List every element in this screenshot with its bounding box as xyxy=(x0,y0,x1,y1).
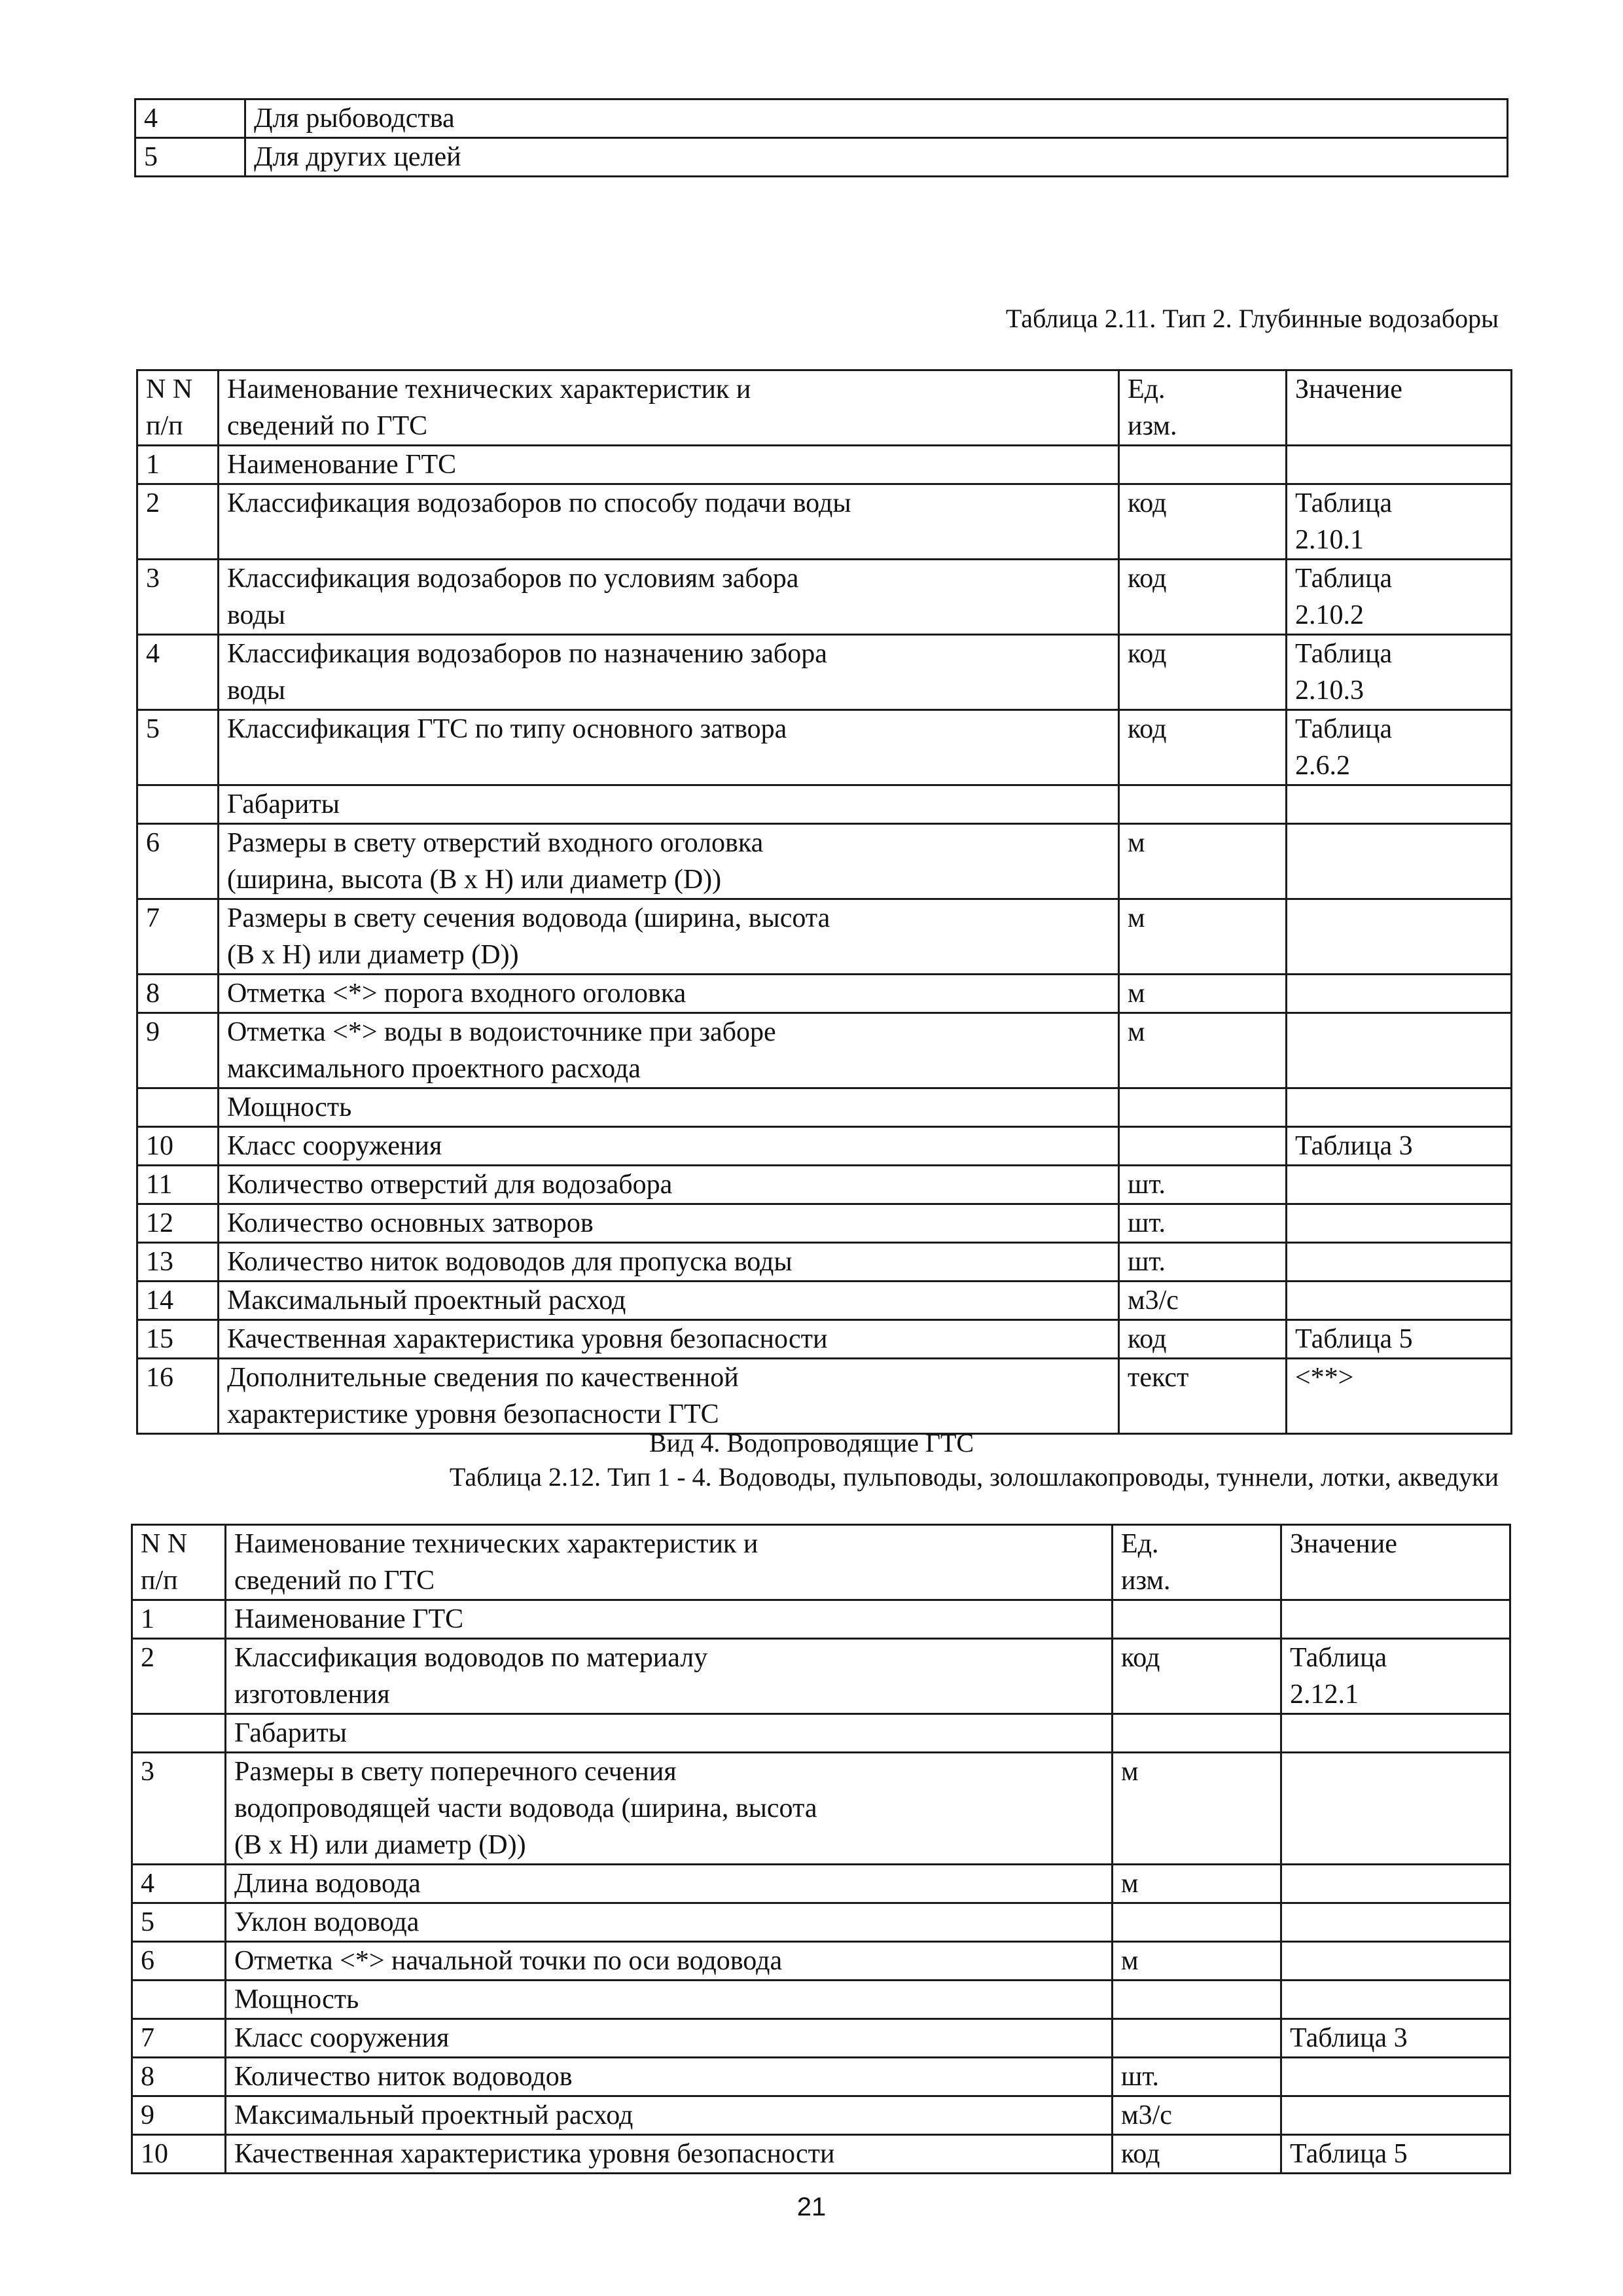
name-cell: Классификация ГТС по типу основного затвора xyxy=(219,710,1119,785)
num-cell: 1 xyxy=(132,1600,226,1639)
table-row xyxy=(132,2096,1510,2135)
name-cell: Наименование ГТС xyxy=(226,1600,1113,1639)
num-cell xyxy=(137,785,219,824)
table-row xyxy=(137,1282,1512,1320)
table-row xyxy=(137,1359,1512,1434)
num-cell: 12 xyxy=(137,1204,219,1243)
num-cell: 2 xyxy=(132,1639,226,1714)
value-cell xyxy=(1281,2058,1510,2096)
num-cell xyxy=(137,1088,219,1127)
value-cell: Таблица 2.10.1 xyxy=(1287,484,1512,560)
table-row xyxy=(132,1981,1510,2019)
table-row xyxy=(137,635,1512,710)
header-num-cell: N N п/п xyxy=(132,1525,226,1600)
name-cell: Классификация водозаборов по условиям забора воды xyxy=(219,560,1119,635)
num-cell: 6 xyxy=(137,824,219,899)
value-cell: Таблица 3 xyxy=(1281,2019,1510,2058)
value-cell xyxy=(1281,1600,1510,1639)
unit-cell: м xyxy=(1119,1013,1287,1088)
table-row xyxy=(137,785,1512,824)
header-row xyxy=(132,1525,1510,1600)
name-cell: Класс сооружения xyxy=(226,2019,1113,2058)
name-cell: Наименование ГТС xyxy=(219,446,1119,484)
value-cell xyxy=(1287,1013,1512,1088)
num-cell: 9 xyxy=(137,1013,219,1088)
unit-cell: м xyxy=(1119,975,1287,1013)
num-cell: 3 xyxy=(132,1753,226,1865)
value-cell: Таблица 2.12.1 xyxy=(1281,1639,1510,1714)
unit-cell: шт. xyxy=(1119,1166,1287,1204)
name-cell: Максимальный проектный расход xyxy=(226,2096,1113,2135)
table-row xyxy=(135,99,1508,138)
name-cell: Количество отверстий для водозабора xyxy=(219,1166,1119,1204)
unit-cell xyxy=(1113,1981,1281,2019)
name-cell: Размеры в свету сечения водовода (ширина, высота (B x H) или диаметр (D)) xyxy=(219,899,1119,975)
table-2-12 xyxy=(131,1524,1511,2174)
name-cell: Отметка <*> начальной точки по оси водовода xyxy=(226,1942,1113,1981)
num-cell: 1 xyxy=(137,446,219,484)
num-cell: 6 xyxy=(132,1942,226,1981)
value-cell xyxy=(1281,1753,1510,1865)
unit-cell xyxy=(1113,2019,1281,2058)
table-row xyxy=(137,1166,1512,1204)
row-name-cell: Для других целей xyxy=(245,138,1508,177)
value-cell: Таблица 5 xyxy=(1287,1320,1512,1359)
num-cell: 7 xyxy=(137,899,219,975)
value-cell xyxy=(1287,975,1512,1013)
table-2-12-caption: Таблица 2.12. Тип 1 - 4. Водоводы, пульповоды, золошлакопроводы, туннели, лотки, акведуки xyxy=(449,1462,1499,1492)
value-cell: Таблица 2.10.2 xyxy=(1287,560,1512,635)
name-cell: Отметка <*> порога входного оголовка xyxy=(219,975,1119,1013)
num-cell: 10 xyxy=(132,2135,226,2174)
unit-cell: код xyxy=(1119,710,1287,785)
num-cell: 5 xyxy=(137,710,219,785)
unit-cell xyxy=(1119,1088,1287,1127)
name-cell: Качественная характеристика уровня безопасности xyxy=(219,1320,1119,1359)
table-row xyxy=(137,1320,1512,1359)
unit-cell xyxy=(1119,1127,1287,1166)
num-cell xyxy=(132,1981,226,2019)
value-cell xyxy=(1281,2096,1510,2135)
header-unit-cell: Ед. изм. xyxy=(1113,1525,1281,1600)
unit-cell: шт. xyxy=(1119,1243,1287,1282)
unit-cell xyxy=(1113,1714,1281,1753)
name-cell: Мощность xyxy=(226,1981,1113,2019)
unit-cell: шт. xyxy=(1113,2058,1281,2096)
name-cell: Размеры в свету отверстий входного оголовка (ширина, высота (B x H) или диаметр (D)) xyxy=(219,824,1119,899)
value-cell xyxy=(1287,785,1512,824)
num-cell: 4 xyxy=(132,1865,226,1903)
num-cell xyxy=(132,1714,226,1753)
unit-cell: м xyxy=(1113,1865,1281,1903)
value-cell xyxy=(1287,824,1512,899)
value-cell xyxy=(1287,1282,1512,1320)
unit-cell xyxy=(1119,446,1287,484)
name-cell: Размеры в свету поперечного сечения водопроводящей части водовода (ширина, высота (B x H) или диаметр (D)) xyxy=(226,1753,1113,1865)
unit-cell xyxy=(1113,1600,1281,1639)
num-cell: 15 xyxy=(137,1320,219,1359)
name-cell: Количество ниток водоводов для пропуска воды xyxy=(219,1243,1119,1282)
page-number: 21 xyxy=(796,2193,827,2221)
header-name-cell: Наименование технических характеристик и сведений по ГТС xyxy=(219,370,1119,446)
unit-cell: м3/с xyxy=(1119,1282,1287,1320)
table-row xyxy=(137,1088,1512,1127)
table-row xyxy=(132,2019,1510,2058)
unit-cell xyxy=(1119,785,1287,824)
unit-cell: текст xyxy=(1119,1359,1287,1434)
name-cell: Классификация водозаборов по назначению забора воды xyxy=(219,635,1119,710)
table-2-11 xyxy=(136,369,1512,1435)
table-row xyxy=(132,1600,1510,1639)
num-cell: 4 xyxy=(137,635,219,710)
name-cell: Качественная характеристика уровня безопасности xyxy=(226,2135,1113,2174)
name-cell: Отметка <*> воды в водоисточнике при заборе максимального проектного расхода xyxy=(219,1013,1119,1088)
num-cell: 11 xyxy=(137,1166,219,1204)
table-row xyxy=(132,1639,1510,1714)
header-name-cell: Наименование технических характеристик и сведений по ГТС xyxy=(226,1525,1113,1600)
value-cell xyxy=(1281,1981,1510,2019)
unit-cell: код xyxy=(1119,1320,1287,1359)
num-cell: 16 xyxy=(137,1359,219,1434)
value-cell xyxy=(1287,446,1512,484)
table-row xyxy=(137,1204,1512,1243)
header-num-cell: N N п/п xyxy=(137,370,219,446)
table-row xyxy=(137,560,1512,635)
row-number-cell: 5 xyxy=(135,138,245,177)
table-row xyxy=(132,1714,1510,1753)
table-row xyxy=(137,824,1512,899)
name-cell: Габариты xyxy=(219,785,1119,824)
num-cell: 3 xyxy=(137,560,219,635)
name-cell: Количество основных затворов xyxy=(219,1204,1119,1243)
unit-cell: код xyxy=(1119,560,1287,635)
header-row xyxy=(137,370,1512,446)
name-cell: Дополнительные сведения по качественной характеристике уровня безопасности ГТС xyxy=(219,1359,1119,1434)
table-row xyxy=(137,975,1512,1013)
value-cell xyxy=(1287,1088,1512,1127)
value-cell: <**> xyxy=(1287,1359,1512,1434)
table-row xyxy=(132,1753,1510,1865)
value-cell xyxy=(1287,1204,1512,1243)
header-unit-cell: Ед. изм. xyxy=(1119,370,1287,446)
value-cell: Таблица 3 xyxy=(1287,1127,1512,1166)
num-cell: 2 xyxy=(137,484,219,560)
name-cell: Габариты xyxy=(226,1714,1113,1753)
table-row xyxy=(132,2135,1510,2174)
name-cell: Длина водовода xyxy=(226,1865,1113,1903)
unit-cell: код xyxy=(1119,635,1287,710)
table-row xyxy=(137,446,1512,484)
table-row xyxy=(135,138,1508,177)
table-row xyxy=(137,710,1512,785)
value-cell xyxy=(1287,899,1512,975)
table-row xyxy=(137,484,1512,560)
num-cell: 10 xyxy=(137,1127,219,1166)
unit-cell: код xyxy=(1113,1639,1281,1714)
name-cell: Уклон водовода xyxy=(226,1903,1113,1942)
num-cell: 8 xyxy=(137,975,219,1013)
name-cell: Количество ниток водоводов xyxy=(226,2058,1113,2096)
unit-cell: м xyxy=(1119,824,1287,899)
num-cell: 8 xyxy=(132,2058,226,2096)
value-cell: Таблица 5 xyxy=(1281,2135,1510,2174)
unit-cell: м xyxy=(1113,1753,1281,1865)
table-row xyxy=(132,2058,1510,2096)
table-row xyxy=(137,1243,1512,1282)
row-number-cell: 4 xyxy=(135,99,245,138)
table-row xyxy=(132,1942,1510,1981)
name-cell: Максимальный проектный расход xyxy=(219,1282,1119,1320)
unit-cell: шт. xyxy=(1119,1204,1287,1243)
value-cell xyxy=(1287,1166,1512,1204)
table-row xyxy=(132,1865,1510,1903)
unit-cell: код xyxy=(1113,2135,1281,2174)
value-cell: Таблица 2.10.3 xyxy=(1287,635,1512,710)
value-cell xyxy=(1281,1865,1510,1903)
unit-cell xyxy=(1113,1903,1281,1942)
value-cell xyxy=(1287,1243,1512,1282)
value-cell xyxy=(1281,1903,1510,1942)
num-cell: 7 xyxy=(132,2019,226,2058)
unit-cell: м xyxy=(1119,899,1287,975)
value-cell xyxy=(1281,1714,1510,1753)
row-name-cell: Для рыбоводства xyxy=(245,99,1508,138)
unit-cell: м xyxy=(1113,1942,1281,1981)
header-value-cell: Значение xyxy=(1287,370,1512,446)
value-cell xyxy=(1281,1942,1510,1981)
table-2-11-caption: Таблица 2.11. Тип 2. Глубинные водозаборы xyxy=(1005,304,1499,333)
table-row xyxy=(137,1013,1512,1088)
unit-cell: м3/с xyxy=(1113,2096,1281,2135)
num-cell: 14 xyxy=(137,1282,219,1320)
header-value-cell: Значение xyxy=(1281,1525,1510,1600)
num-cell: 13 xyxy=(137,1243,219,1282)
name-cell: Классификация водоводов по материалу изготовления xyxy=(226,1639,1113,1714)
name-cell: Мощность xyxy=(219,1088,1119,1127)
table-row xyxy=(137,1127,1512,1166)
table-row xyxy=(132,1903,1510,1942)
table-row xyxy=(137,899,1512,975)
name-cell: Класс сооружения xyxy=(219,1127,1119,1166)
value-cell: Таблица 2.6.2 xyxy=(1287,710,1512,785)
num-cell: 5 xyxy=(132,1903,226,1942)
section-title: Вид 4. Водопроводящие ГТС xyxy=(649,1428,974,1458)
unit-cell: код xyxy=(1119,484,1287,560)
top-table xyxy=(134,98,1508,177)
num-cell: 9 xyxy=(132,2096,226,2135)
name-cell: Классификация водозаборов по способу подачи воды xyxy=(219,484,1119,560)
